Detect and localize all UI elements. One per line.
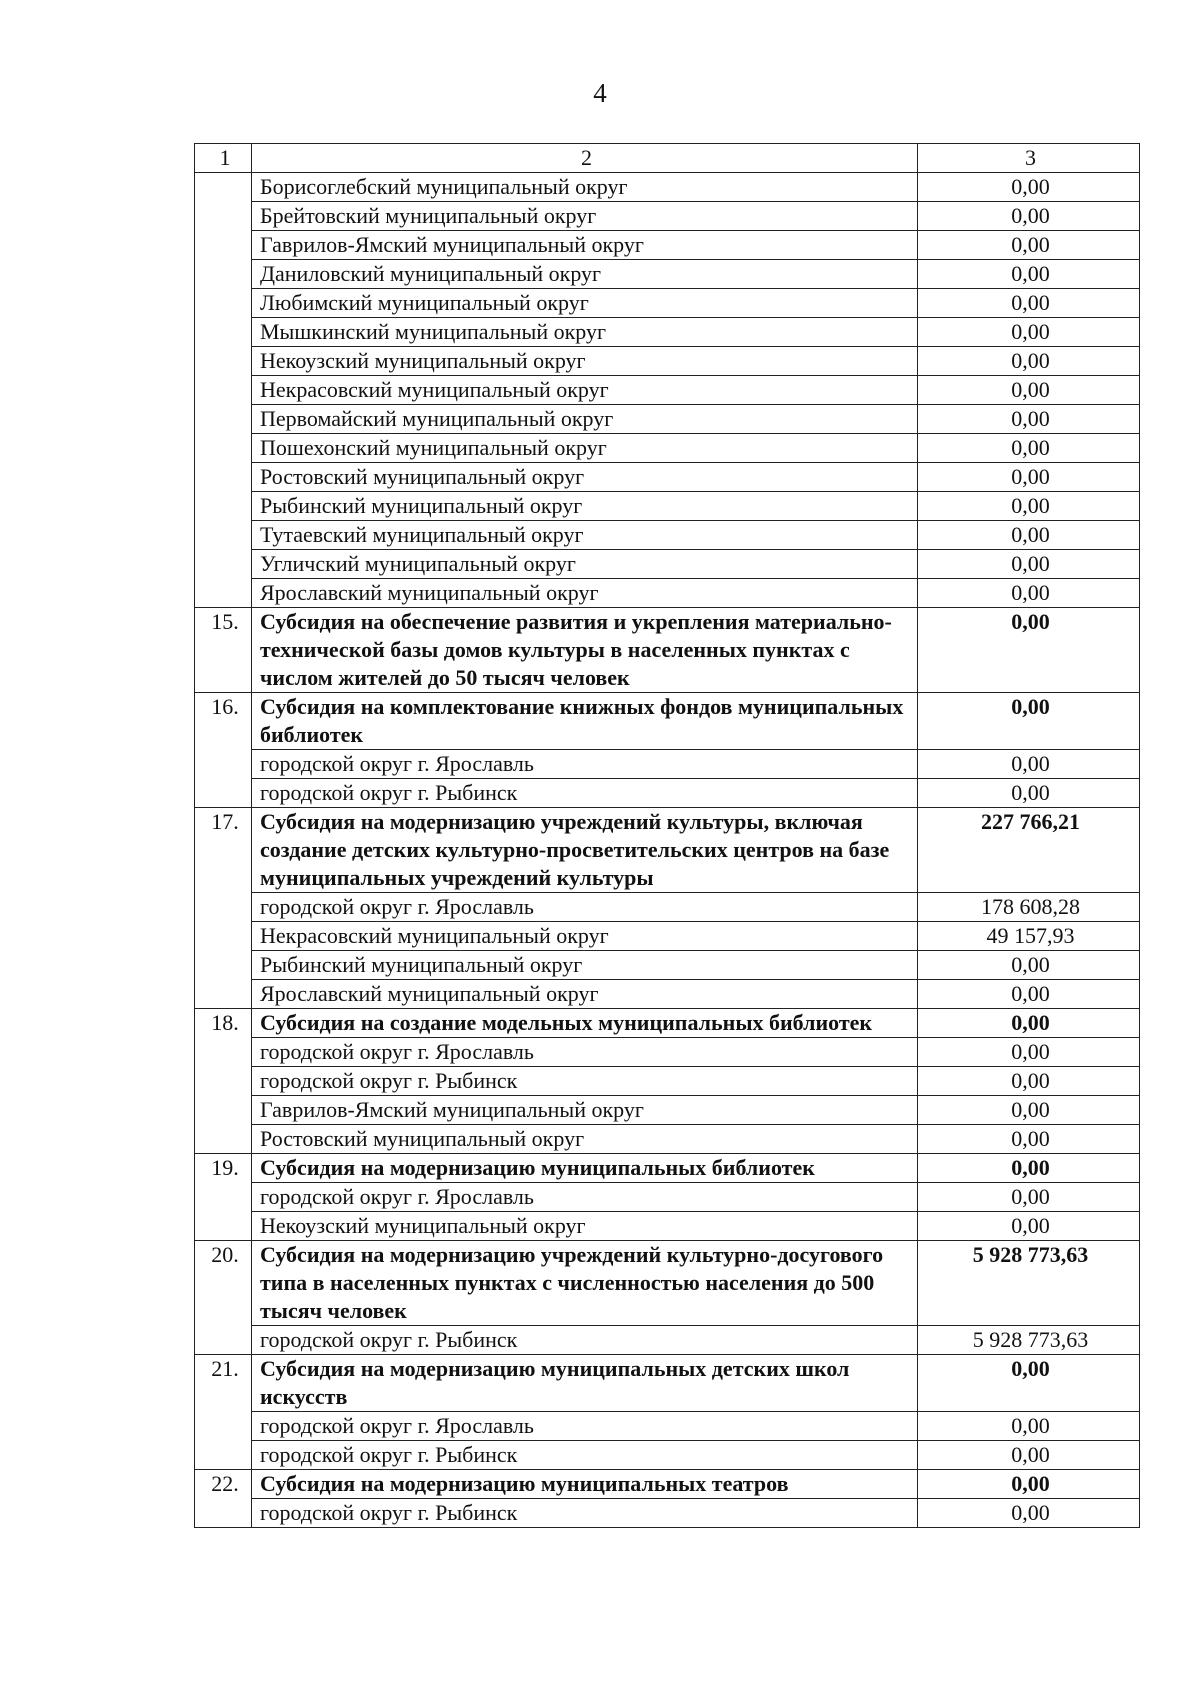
item-number: 20. [195, 1241, 252, 1355]
municipality-name: Брейтовский муниципальный округ [252, 202, 918, 231]
subsidy-group-row [195, 608, 1140, 693]
item-number: 21. [195, 1355, 252, 1470]
municipality-value: 0,00 [918, 1212, 1140, 1241]
subsidy-group-row [195, 693, 1140, 750]
municipality-name: городской округ г. Ярославль [252, 1183, 918, 1212]
table-row [195, 405, 1140, 434]
municipality-value: 0,00 [918, 550, 1140, 579]
municipality-name: городской округ г. Рыбинск [252, 1067, 918, 1096]
table-row [195, 1212, 1140, 1241]
municipality-value: 0,00 [918, 980, 1140, 1009]
subsidy-total: 0,00 [918, 608, 1140, 693]
table-row [195, 922, 1140, 951]
municipality-name: Гаврилов-Ямский муниципальный округ [252, 231, 918, 260]
municipality-value: 0,00 [918, 318, 1140, 347]
subsidy-group-row [195, 1154, 1140, 1183]
table-row [195, 1412, 1140, 1441]
municipality-name: Некрасовский муниципальный округ [252, 376, 918, 405]
subsidy-group-row [195, 1241, 1140, 1326]
municipality-value: 5 928 773,63 [918, 1326, 1140, 1355]
municipality-value: 0,00 [918, 1038, 1140, 1067]
municipality-value: 0,00 [918, 750, 1140, 779]
item-number: 19. [195, 1154, 252, 1241]
municipality-value: 0,00 [918, 260, 1140, 289]
table-row [195, 1067, 1140, 1096]
page-number: 4 [593, 78, 607, 108]
municipality-name: Некоузский муниципальный округ [252, 1212, 918, 1241]
table-row [195, 376, 1140, 405]
municipality-name: городской округ г. Ярославль [252, 893, 918, 922]
municipality-name: Некоузский муниципальный округ [252, 347, 918, 376]
municipality-value: 0,00 [918, 231, 1140, 260]
table-header-row [195, 144, 1140, 173]
table-row [195, 1183, 1140, 1212]
subsidy-title: Субсидия на модернизацию учреждений культурно-досугового типа в населенных пунктах с численностью населения до 500 тысяч человек [252, 1241, 918, 1326]
municipality-value: 0,00 [918, 1183, 1140, 1212]
municipality-value: 0,00 [918, 1499, 1140, 1528]
municipality-value: 0,00 [918, 521, 1140, 550]
subsidy-total: 0,00 [918, 693, 1140, 750]
table-row [195, 1125, 1140, 1154]
municipality-name: Первомайский муниципальный округ [252, 405, 918, 434]
municipality-name: Ярославский муниципальный округ [252, 980, 918, 1009]
subsidy-total: 0,00 [918, 1355, 1140, 1412]
municipality-value: 0,00 [918, 579, 1140, 608]
municipality-name: Некрасовский муниципальный округ [252, 922, 918, 951]
item-number: 17. [195, 808, 252, 1009]
municipality-value: 0,00 [918, 492, 1140, 521]
municipality-value: 0,00 [918, 1067, 1140, 1096]
table-row [195, 202, 1140, 231]
subsidy-group-row [195, 1355, 1140, 1412]
municipality-value: 0,00 [918, 779, 1140, 808]
table-row [195, 260, 1140, 289]
subsidy-title: Субсидия на модернизацию муниципальных детских школ искусств [252, 1355, 918, 1412]
municipality-name: городской округ г. Ярославль [252, 1038, 918, 1067]
table-row [195, 463, 1140, 492]
municipality-name: городской округ г. Рыбинск [252, 1326, 918, 1355]
municipality-value: 0,00 [918, 1096, 1140, 1125]
municipality-name: Ростовский муниципальный округ [252, 1125, 918, 1154]
municipality-value: 0,00 [918, 1125, 1140, 1154]
municipality-value: 0,00 [918, 405, 1140, 434]
municipality-name: городской округ г. Рыбинск [252, 1441, 918, 1470]
subsidy-title: Субсидия на обеспечение развития и укрепления материально-технической базы домов культуры в населенных пунктах с числом жителей до 50 тысяч человек [252, 608, 918, 693]
subsidy-group-row [195, 1470, 1140, 1499]
municipality-value: 49 157,93 [918, 922, 1140, 951]
municipality-value: 0,00 [918, 951, 1140, 980]
subsidy-total: 227 766,21 [918, 808, 1140, 893]
item-number: 22. [195, 1470, 252, 1528]
municipality-value: 0,00 [918, 463, 1140, 492]
table-row [195, 289, 1140, 318]
table-row [195, 1096, 1140, 1125]
municipality-value: 0,00 [918, 434, 1140, 463]
item-number: 16. [195, 693, 252, 808]
subsidy-title: Субсидия на создание модельных муниципальных библиотек [252, 1009, 918, 1038]
municipality-name: Рыбинский муниципальный округ [252, 951, 918, 980]
municipality-name: городской округ г. Рыбинск [252, 779, 918, 808]
municipality-value: 0,00 [918, 1441, 1140, 1470]
municipality-name: Гаврилов-Ямский муниципальный округ [252, 1096, 918, 1125]
subsidy-total: 0,00 [918, 1470, 1140, 1499]
table-row [195, 579, 1140, 608]
subsidy-title: Субсидия на модернизацию учреждений культуры, включая создание детских культурно-просветительских центров на базе муниципальных учреждений культуры [252, 808, 918, 893]
municipality-name: Ростовский муниципальный округ [252, 463, 918, 492]
subsidy-title: Субсидия на модернизацию муниципальных театров [252, 1470, 918, 1499]
municipality-name: Пошехонский муниципальный округ [252, 434, 918, 463]
municipality-name: Рыбинский муниципальный округ [252, 492, 918, 521]
municipality-name: Борисоглебский муниципальный округ [252, 173, 918, 202]
municipality-name: Тутаевский муниципальный округ [252, 521, 918, 550]
table-row [195, 347, 1140, 376]
municipality-value: 0,00 [918, 289, 1140, 318]
municipality-value: 0,00 [918, 376, 1140, 405]
header-col-1: 1 [195, 144, 252, 173]
header-col-3: 3 [918, 144, 1140, 173]
table-row [195, 1326, 1140, 1355]
table-row [195, 231, 1140, 260]
item-number [195, 173, 252, 608]
subsidy-total: 5 928 773,63 [918, 1241, 1140, 1326]
table-row [195, 1038, 1140, 1067]
municipality-value: 0,00 [918, 1412, 1140, 1441]
subsidy-title: Субсидия на комплектование книжных фондов муниципальных библиотек [252, 693, 918, 750]
municipality-name: Ярославский муниципальный округ [252, 579, 918, 608]
subsidy-group-row [195, 808, 1140, 893]
municipality-name: городской округ г. Ярославль [252, 750, 918, 779]
table-row [195, 550, 1140, 579]
table-row [195, 434, 1140, 463]
municipality-value: 0,00 [918, 202, 1140, 231]
subsidy-title: Субсидия на модернизацию муниципальных библиотек [252, 1154, 918, 1183]
municipality-value: 0,00 [918, 347, 1140, 376]
item-number: 18. [195, 1009, 252, 1154]
subsidy-table [194, 143, 1140, 1528]
subsidy-total: 0,00 [918, 1009, 1140, 1038]
table-row [195, 980, 1140, 1009]
table-row [195, 492, 1140, 521]
municipality-name: Даниловский муниципальный округ [252, 260, 918, 289]
municipality-name: городской округ г. Ярославль [252, 1412, 918, 1441]
table-row [195, 951, 1140, 980]
header-col-2: 2 [252, 144, 918, 173]
municipality-value: 0,00 [918, 173, 1140, 202]
municipality-value: 178 608,28 [918, 893, 1140, 922]
table-row [195, 521, 1140, 550]
table-row [195, 779, 1140, 808]
municipality-name: городской округ г. Рыбинск [252, 1499, 918, 1528]
subsidy-total: 0,00 [918, 1154, 1140, 1183]
table-row [195, 1499, 1140, 1528]
municipality-name: Угличский муниципальный округ [252, 550, 918, 579]
municipality-name: Любимский муниципальный округ [252, 289, 918, 318]
item-number: 15. [195, 608, 252, 693]
table-row [195, 318, 1140, 347]
subsidy-group-row [195, 1009, 1140, 1038]
table-row [195, 173, 1140, 202]
table-row [195, 750, 1140, 779]
table-row [195, 893, 1140, 922]
table-row [195, 1441, 1140, 1470]
municipality-name: Мышкинский муниципальный округ [252, 318, 918, 347]
